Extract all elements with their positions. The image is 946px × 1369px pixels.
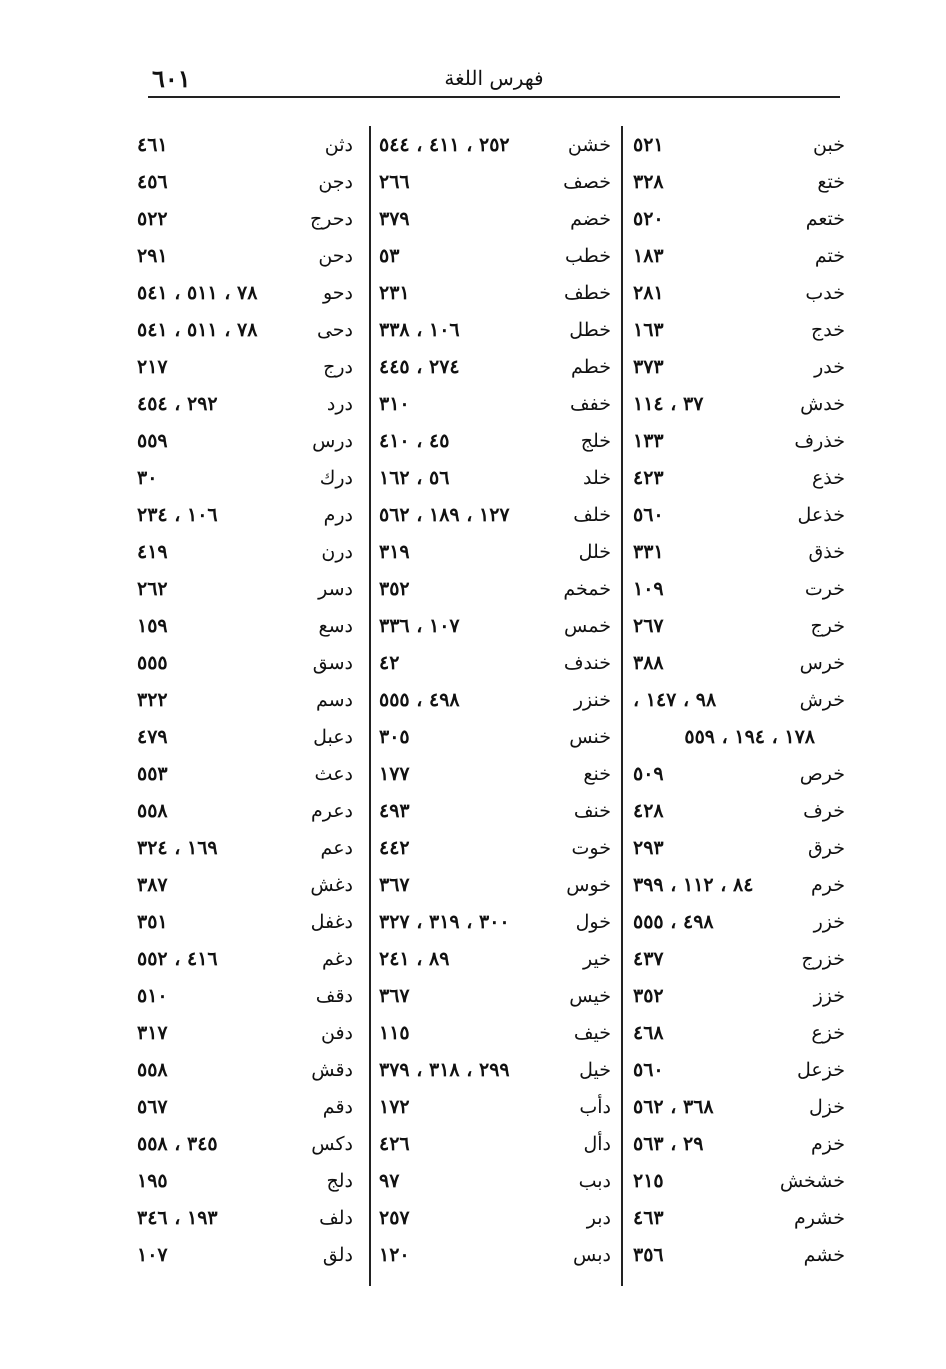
index-entry [371,385,621,422]
entry-page-references: ٣٥٢ [379,577,410,600]
entry-root-word: خطل [569,318,611,341]
entry-page-references: ١٠٦ ، ٢٣٤ [137,503,218,526]
entry-page-references: ٣٠٠ ، ٣١٩ ، ٣٢٧ [379,910,510,933]
entry-page-references: ٣١٩ [379,540,410,563]
entry-page-references: ٩٧ [379,1169,400,1192]
index-entry [371,718,621,755]
entry-page-references: ٥٢٠ [633,207,664,230]
index-entry [623,866,853,903]
entry-root-word: دسم [315,688,353,711]
index-entry [623,1162,853,1199]
page-header [148,58,840,98]
entry-root-word: خدب [805,281,845,304]
entry-page-references: ٢٦٧ [633,614,664,637]
entry-root-word: ختعم [805,207,845,230]
index-entry [133,792,369,829]
entry-page-references: ١٠٧ ، ٣٣٦ [379,614,460,637]
entry-root-word: خزعل [797,1058,845,1081]
entry-page-references: ٣٦٨ ، ٥٦٢ [633,1095,714,1118]
entry-root-word: خرج [810,614,845,637]
entry-root-word: دأل [583,1132,611,1155]
entry-root-word: خلل [578,540,611,563]
index-entry [133,348,369,385]
index-entry [623,274,853,311]
index-entry [371,459,621,496]
entry-page-references: ٥٥٩ [137,429,168,452]
entry-page-references: ١٠٧ [137,1243,168,1266]
entry-page-references: ٢٩ ، ٥٦٣ [633,1132,704,1155]
entry-root-word: خلج [580,429,611,452]
entry-page-references: ١٣٣ [633,429,664,452]
entry-page-references: ٤٥ ، ٤١٠ [379,429,450,452]
entry-page-references: ١٧٢ [379,1095,410,1118]
index-entry [623,1199,853,1236]
entry-root-word: خرف [803,799,845,822]
entry-page-references: ٤٩٣ [379,799,410,822]
entry-root-word: درم [323,503,353,526]
index-entry-continuation [623,718,853,755]
entry-page-references: ٢٦٦ [379,170,410,193]
entry-page-references: ١٧٧ [379,762,410,785]
entry-root-word: خير [583,947,611,970]
entry-page-references: ١٠٩ [633,577,664,600]
entry-page-references: ١٢٠ [379,1243,410,1266]
entry-page-references: ٣١٧ [137,1021,168,1044]
index-entry [371,644,621,681]
entry-root-word: خفف [569,392,611,415]
entry-page-references: ٢١٥ [633,1169,664,1192]
entry-page-references: ٩٨ ، ١٤٧ ، [633,688,717,711]
entry-root-word: خزم [811,1132,845,1155]
entry-root-word: خوس [566,873,611,896]
entry-page-references: ٤٧٩ [137,725,168,748]
running-title: فهرس اللغة [444,66,544,90]
index-entry [133,755,369,792]
entry-root-word: خيس [569,984,611,1007]
entry-page-references: ٤٢٣ [633,466,664,489]
entry-root-word: درن [321,540,353,563]
index-entry [133,496,369,533]
index-entry [371,274,621,311]
index-entry [623,1014,853,1051]
index-entry [371,1014,621,1051]
entry-root-word: خبن [813,133,845,156]
entry-root-word: خدر [814,355,845,378]
entry-page-references: ٣٧ ، ١١٤ [633,392,704,415]
entry-root-word: خمخم [563,577,611,600]
index-entry [623,977,853,1014]
entry-page-references: ٥٥٥ [137,651,168,674]
entry-root-word: خطم [571,355,611,378]
index-entry [623,385,853,422]
entry-page-references: ١٦٣ [633,318,664,341]
entry-page-references: ٥٦ ، ١٦٢ [379,466,450,489]
entry-root-word: دعث [314,762,353,785]
entry-root-word: خمس [564,614,611,637]
entry-root-word: دجن [318,170,353,193]
entry-page-references: ١٥٩ [137,614,168,637]
index-entry [371,829,621,866]
entry-root-word: درد [326,392,353,415]
index-entry [623,940,853,977]
index-entry [133,1199,369,1236]
entry-page-references: ٤٥٦ [137,170,168,193]
entry-page-references: ٥٢٢ [137,207,168,230]
index-entry [133,718,369,755]
entry-root-word: ختم [814,244,845,267]
entry-page-references: ٣٤٥ ، ٥٥٨ [137,1132,218,1155]
entry-page-references: ١٢٧ ، ١٨٩ ، ٥٦٢ [379,503,510,526]
index-entry [623,200,853,237]
index-entry [623,644,853,681]
index-entry [371,681,621,718]
index-entry [133,274,369,311]
entry-root-word: خندف [563,651,611,674]
index-entry [133,829,369,866]
entry-page-references: ٣٧٩ [379,207,410,230]
index-entry [371,348,621,385]
index-entry [623,348,853,385]
entry-page-references: ١٩٥ [137,1169,168,1192]
index-entry [623,1088,853,1125]
entry-page-references: ٧٨ ، ٥١١ ، ٥٤١ [137,318,258,341]
index-entry [133,1051,369,1088]
index-entry [371,903,621,940]
index-entry [133,422,369,459]
entry-page-references: ٥٦٧ [137,1095,168,1118]
entry-root-word: خنزر [573,688,611,711]
entry-page-references: ١٦٩ ، ٣٢٤ [137,836,218,859]
entry-page-references: ٣٠٥ [379,725,410,748]
entry-root-word: دثن [324,133,353,156]
entry-root-word: دحرج [310,207,353,230]
entry-page-references: ٥٠٩ [633,762,664,785]
entry-page-references: ٣٦٧ [379,984,410,1007]
index-entry [133,200,369,237]
entry-page-references: ٢٩٩ ، ٣١٨ ، ٣٧٩ [379,1058,510,1081]
entry-root-word: خرش [799,688,845,711]
entry-root-word: دكس [311,1132,353,1155]
index-entry [133,644,369,681]
entry-root-word: دحى [316,318,353,341]
index-entry [371,200,621,237]
index-entry [371,1125,621,1162]
entry-root-word: دقف [315,984,353,1007]
entry-page-references: ٣٧٣ [633,355,664,378]
entry-root-word: خيل [579,1058,611,1081]
entry-root-word: دحو [322,281,353,304]
entry-page-references: ٤٢٨ [633,799,664,822]
entry-root-word: دلق [322,1243,353,1266]
entry-page-references: ٢٥٧ [379,1206,410,1229]
entry-page-references: ٤٦٨ [633,1021,664,1044]
entry-page-references: ٣٦٧ [379,873,410,896]
index-entry [371,940,621,977]
entry-root-word: ختع [817,170,845,193]
index-entry [133,940,369,977]
entry-page-references: ٥٥٣ [137,762,168,785]
entry-page-references: ٢٩١ [137,244,168,267]
entry-root-word: دعم [320,836,353,859]
index-entry [371,237,621,274]
entry-page-references: ٣٢٢ [137,688,168,711]
index-entry [133,1236,369,1273]
index-entry [133,1014,369,1051]
index-entry [133,866,369,903]
index-entry [623,607,853,644]
entry-page-references: ٣٥٢ [633,984,664,1007]
index-entry [133,570,369,607]
entry-root-word: خزل [808,1095,845,1118]
entry-root-word: دأب [579,1095,611,1118]
entry-root-word: دبب [578,1169,611,1192]
index-entry [371,607,621,644]
index-entry [623,755,853,792]
entry-root-word: خنف [573,799,611,822]
index-entry [623,163,853,200]
entry-page-references: ٧٨ ، ٥١١ ، ٥٤١ [137,281,258,304]
entry-page-references: ٤٤٢ [379,836,410,859]
entry-page-references: ٤٢٦ [379,1132,410,1155]
index-column-3 [133,126,369,1286]
entry-root-word: دسق [312,651,353,674]
index-entry [623,311,853,348]
entry-root-word: خشم [803,1243,845,1266]
entry-root-word: خدج [811,318,845,341]
entry-page-references: ٥٦٠ [633,1058,664,1081]
index-entry [371,496,621,533]
index-entry [133,126,369,163]
page-number: ٦٠١ [152,64,191,93]
entry-root-word: دفن [320,1021,353,1044]
entry-page-references: ٣٢٨ [633,170,664,193]
index-entry [371,422,621,459]
entry-root-word: دلف [319,1206,353,1229]
index-entry [623,792,853,829]
index-entry [371,570,621,607]
entry-root-word: دعبل [313,725,353,748]
entry-root-word: خذع [811,466,845,489]
entry-root-word: خزز [813,984,845,1007]
entry-page-references: ٣١٠ [379,392,410,415]
entry-page-references: ١١٥ [379,1021,410,1044]
entry-root-word: دسع [318,614,353,637]
index-entry [133,977,369,1014]
entry-root-word: دبر [586,1206,611,1229]
entry-page-references: ٢١٧ [137,355,168,378]
index-entry [133,163,369,200]
entry-page-references: ١٠٦ ، ٣٣٨ [379,318,460,341]
index-entry [371,311,621,348]
entry-root-word: خذعل [797,503,845,526]
entry-page-references: ٣٨٧ [137,873,168,896]
entry-root-word: دسر [318,577,353,600]
index-entry [371,1162,621,1199]
index-entry [623,1125,853,1162]
entry-root-word: خذرف [794,429,845,452]
entry-root-word: خرت [804,577,845,600]
entry-root-word: دلج [326,1169,353,1192]
entry-page-references: ٤٣٧ [633,947,664,970]
entry-root-word: خضم [570,207,611,230]
entry-root-word: خشخش [779,1169,845,1192]
index-entry [371,792,621,829]
entry-page-references: ٥٢١ [633,133,664,156]
entry-page-references: ٤٩٨ ، ٥٥٥ [633,910,714,933]
entry-page-references: ٨٤ ، ١١٢ ، ٣٩٩ [633,873,754,896]
entry-root-word: دغفل [310,910,353,933]
entry-page-references: ٢٨١ [633,281,664,304]
index-entry [371,977,621,1014]
entry-page-references: ٤١٦ ، ٥٥٢ [137,947,218,970]
entry-page-references: ٣٥٦ [633,1243,664,1266]
entry-root-word: دعرم [310,799,353,822]
entry-page-references: ٤٢ [379,651,400,674]
entry-page-references: ٤٩٨ ، ٥٥٥ [379,688,460,711]
index-entry [133,1088,369,1125]
entry-root-word: درك [319,466,353,489]
entry-root-word: دغش [310,873,353,896]
entry-root-word: خيف [573,1021,611,1044]
index-entry [371,1199,621,1236]
index-entry [623,570,853,607]
entry-page-references: ٤١٩ [137,540,168,563]
entry-root-word: دقم [322,1095,353,1118]
index-entry [371,533,621,570]
index-column-2 [369,126,621,1286]
entry-root-word: خلف [573,503,611,526]
index-entry [371,1236,621,1273]
entry-root-word: خدش [800,392,845,415]
entry-page-references: ٤٦٣ [633,1206,664,1229]
entry-page-references: ٢٧٤ ، ٤٤٥ [379,355,460,378]
entry-root-word: خزرج [801,947,845,970]
entry-page-references: ٥٣ [379,244,400,267]
index-entry [623,459,853,496]
index-entry [623,829,853,866]
entry-root-word: خرس [799,651,845,674]
index-entry [371,1088,621,1125]
entry-page-references: ٥١٠ [137,984,168,1007]
entry-page-references: ٢٩٢ ، ٤٥٤ [137,392,218,415]
entry-root-word: خصف [563,170,611,193]
index-entry [371,126,621,163]
entry-page-references: ٢٣١ [379,281,410,304]
index-entry [623,533,853,570]
entry-root-word: خزع [811,1021,845,1044]
index-entry [133,385,369,422]
entry-root-word: خطب [565,244,611,267]
entry-page-references: ٢٥٢ ، ٤١١ ، ٥٤٤ [379,133,510,156]
index-entry [623,1051,853,1088]
entry-page-references: ٨٩ ، ٢٤١ [379,947,450,970]
index-entry [623,1236,853,1273]
entry-root-word: خرص [799,762,845,785]
index-entry [133,459,369,496]
entry-page-references: ١٨٣ [633,244,664,267]
index-entry [133,533,369,570]
entry-page-references: ٤٦١ [137,133,168,156]
index-entry [623,126,853,163]
index-entry [133,1162,369,1199]
entry-root-word: خنع [583,762,611,785]
entry-root-word: خنس [569,725,611,748]
index-entry [623,496,853,533]
entry-page-references: ١٧٨ ، ١٩٤ ، ٥٥٩ [684,725,815,748]
index-entry [133,903,369,940]
entry-root-word: خزر [813,910,845,933]
entry-root-word: خشرم [794,1206,845,1229]
entry-root-word: خرم [811,873,845,896]
index-entry [623,903,853,940]
index-entry [623,237,853,274]
entry-root-word: خول [575,910,611,933]
entry-page-references: ٣٣١ [633,540,664,563]
entry-page-references: ٥٥٨ [137,1058,168,1081]
entry-root-word: خلد [582,466,611,489]
entry-root-word: خذق [808,540,845,563]
index-entry [133,607,369,644]
index-columns [133,126,853,1286]
entry-root-word: دقش [311,1058,353,1081]
entry-page-references: ٥٦٠ [633,503,664,526]
entry-page-references: ٢٦٢ [137,577,168,600]
entry-root-word: دحن [318,244,353,267]
entry-root-word: خرق [808,836,845,859]
entry-page-references: ٣٥١ [137,910,168,933]
index-entry [133,237,369,274]
entry-root-word: درج [323,355,353,378]
index-entry [371,866,621,903]
entry-page-references: ١٩٣ ، ٣٤٦ [137,1206,218,1229]
index-column-1 [621,126,853,1286]
entry-page-references: ٣٨٨ [633,651,664,674]
entry-root-word: درس [312,429,353,452]
index-entry [623,422,853,459]
entry-page-references: ٢٩٣ [633,836,664,859]
entry-root-word: خشن [567,133,611,156]
index-entry [371,163,621,200]
entry-root-word: دبس [573,1243,611,1266]
index-entry [371,755,621,792]
index-entry [371,1051,621,1088]
entry-root-word: خطف [564,281,611,304]
entry-root-word: دغم [321,947,353,970]
index-entry [133,1125,369,1162]
index-entry [133,681,369,718]
index-entry [133,311,369,348]
entry-root-word: خوت [571,836,611,859]
entry-page-references: ٣٠ [137,466,158,489]
entry-page-references: ٥٥٨ [137,799,168,822]
index-entry [623,681,853,718]
